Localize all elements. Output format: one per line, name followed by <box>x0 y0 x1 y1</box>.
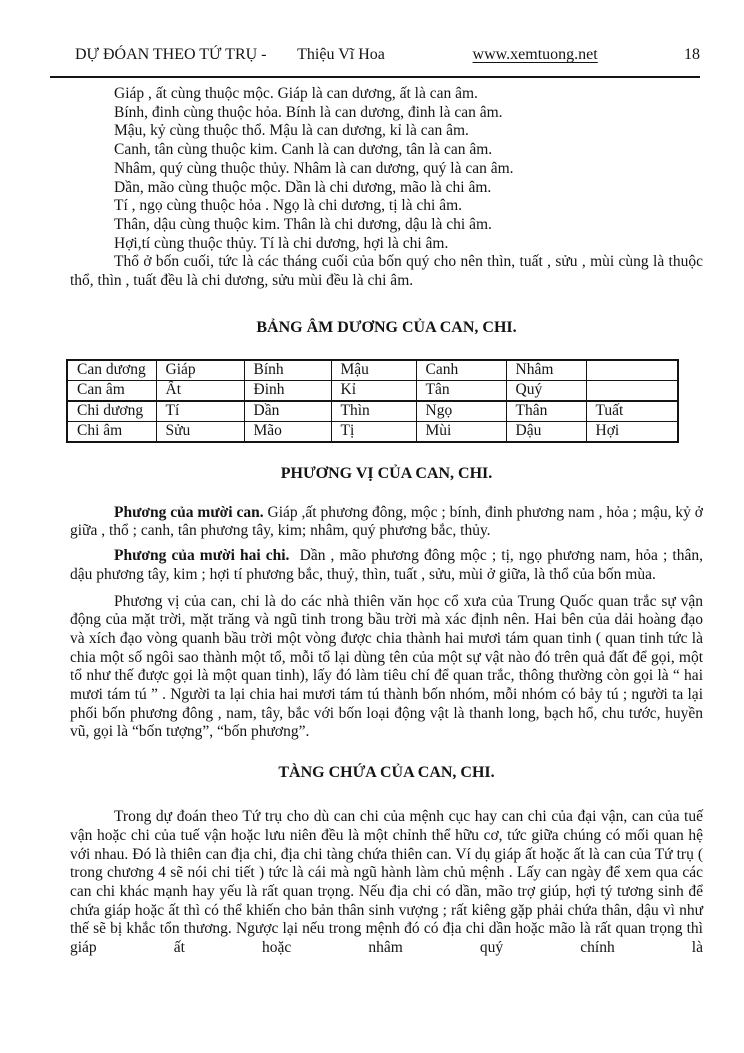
intro-line: Bính, đinh cùng thuộc hỏa. Bính là can dương, đinh là can âm. <box>114 103 503 121</box>
author-name: Thiệu Vĩ Hoa <box>297 46 385 63</box>
paragraph-phuong-muoi-hai-chi <box>70 547 703 584</box>
table-cell: Mậu <box>331 360 416 381</box>
table-cell: Mùi <box>416 421 506 442</box>
table-cell: Đinh <box>244 380 331 401</box>
table-cell: Tí <box>156 401 244 422</box>
book-title: DỰ ĐÓAN THEO TỨ TRỤ - <box>75 46 267 63</box>
table-cell: Tân <box>416 380 506 401</box>
table-cell: Quý <box>506 380 586 401</box>
table-row-label: Can âm <box>67 380 156 401</box>
paragraph-phuong-vi-origin: Phương vị của can, chi là do các nhà thiên văn học cổ xưa của Trung Quốc quan trắc sự vận động của mặt trời, mặt trăng và ngũ tinh trong bầu trời mà xác định nên. Hai bên của dải hoàng đạo và xích đạo vòng quanh bầu trời một vòng được chia thành hai mươi tám quan tinh ( quan tinh tức là chia một số ngôi sao thành một tổ, mỗi tổ lại dùng tên của một sự vật nào đó trên quả đất để gọi, một tổ như thế được gọi là một quan tinh), lấy đó làm tiêu chí để quan trắc, thông thường còn gọi là “ hai mươi tám tú ” . Người ta lại chia hai mươi tám tú thành bốn nhóm, mỗi nhóm có bảy tú ; người ta lại phối bốn phương đông , nam, tây, bắc với bốn loại động vật là thanh long, bạch hổ, chu tước, huyền vũ, gọi là “bốn tượng”, “bốn phương”. <box>70 592 703 741</box>
paragraph-tang-chua: Trong dự đoán theo Tứ trụ cho dù can chi của mệnh cục hay can chi của đại vận, can của tuế vận hoặc chi của tuế vận hoặc lưu niên đều là một chỉnh thể hữu cơ, tức giữa chúng có mối quan hệ với nhau. Đó là thiên can địa chi, địa chi tàng chứa thiên can. Ví dụ giáp ất hoặc ất là can của Tứ trụ ( trong chương 4 sẽ nói chi tiết ) tức là cái mà ngũ hành làm chủ mệnh . Lấy can ngày để xem qua các can chi khác mạnh hay yếu là rất quan trọng. Nếu địa chi có dần, mão trợ giúp, hợi tý tương sinh để chứa giáp hoặc ất thì có thể khiến cho bản thân sinh vượng ; rất kiêng gặp phải chứa thân, dậu vì như thế sẽ bị khắc tổn thương. Ngược lại nếu trong mệnh đó có địa chi dần hoặc mão là rất quan trọng thì giáp ất hoặc nhâm quý chính là <box>70 808 703 957</box>
table-cell: Sửu <box>156 421 244 442</box>
table-cell: Canh <box>416 360 506 381</box>
intro-line: Giáp , ất cùng thuộc mộc. Giáp là can dương, ất là can âm. <box>114 85 478 102</box>
intro-paragraph: Thổ ở bốn cuối, tức là các tháng cuối của bốn quý cho nên thìn, tuất , sửu , mùi cùng là thuộc thổ, thìn , tuất đều là chi dương, sửu mùi đều là chi âm. <box>70 253 703 290</box>
page-header <box>0 0 744 65</box>
paragraph-text: Dần , mão phương đông mộc ; tị, ngọ phương nam, hỏa ; thân, dậu phương tây, kim ; hợi tí phương bắc, thuỷ, thìn, tuất , sửu, mùi ở giữa, là thổ của bốn mùa. <box>70 547 703 583</box>
am-duong-table-wrap <box>66 359 703 443</box>
intro-line: Hợi,tí cùng thuộc thủy. Tí là chi dương, hợi là chi âm. <box>114 234 449 252</box>
table-cell: Ngọ <box>416 401 506 422</box>
intro-line: Nhâm, quý cùng thuộc thủy. Nhâm là can dương, quý là can âm. <box>114 159 514 177</box>
table-cell: Dần <box>244 401 331 422</box>
intro-line: Dần, mão cùng thuộc mộc. Dần là chi dương, mão là chi âm. <box>114 178 492 196</box>
intro-line: Tí , ngọ cùng thuộc hỏa . Ngọ là chi dương, tị là chi âm. <box>114 197 463 215</box>
table-cell: Tuất <box>586 401 678 422</box>
table-row-label: Chi dương <box>67 401 156 422</box>
intro-line: Thân, dậu cùng thuộc kim. Thân là chi dương, dậu là chi âm. <box>114 215 492 233</box>
table-cell: Thân <box>506 401 586 422</box>
paragraph-phuong-muoi-can <box>70 504 703 541</box>
table-row <box>67 380 678 401</box>
table-row-label: Can dương <box>67 360 156 381</box>
table-cell: Thìn <box>331 401 416 422</box>
paragraph-text: Giáp ,ất phương đông, mộc ; bính, đinh phương nam , hỏa ; mậu, kỷ ở giữa , thổ ; canh, tân phương tây, kim; nhâm, quý phương bắc, thủy. <box>70 503 703 540</box>
table-cell: Dậu <box>506 421 586 442</box>
table-cell: Kỉ <box>331 380 416 401</box>
table-row <box>67 401 678 422</box>
table-row <box>67 360 678 381</box>
intro-line: Canh, tân cùng thuộc kim. Canh là can dương, tân là can âm. <box>114 141 493 159</box>
table-row <box>67 421 678 442</box>
intro-block <box>70 85 703 291</box>
table-cell: Giáp <box>156 360 244 381</box>
page-content <box>70 85 703 958</box>
table-cell: Hợi <box>586 421 678 442</box>
table-cell <box>586 360 678 381</box>
header-rule <box>50 76 700 78</box>
am-duong-table <box>66 359 679 443</box>
table-cell: Nhâm <box>506 360 586 381</box>
intro-line: Mậu, kỷ cùng thuộc thổ. Mậu là can dương, kỉ là can âm. <box>114 122 469 140</box>
table-cell: Mão <box>244 421 331 442</box>
website-link[interactable]: www.xemtuong.net <box>472 46 598 63</box>
section-heading-phuong-vi: PHƯƠNG VỊ CỦA CAN, CHI. <box>280 464 493 482</box>
paragraph-lead: Phương của mười hai chi. <box>114 547 290 565</box>
table-cell <box>586 380 678 401</box>
section-heading-tang-chua: TÀNG CHỨA CỦA CAN, CHI. <box>278 764 495 782</box>
page-number: 18 <box>683 46 700 63</box>
table-cell: Bính <box>244 360 331 381</box>
table-cell: Ất <box>156 380 244 401</box>
table-row-label: Chi âm <box>67 421 156 442</box>
paragraph-lead: Phương của mười can. <box>114 503 264 521</box>
section-heading-am-duong: BẢNG ÂM DƯƠNG CỦA CAN, CHI. <box>256 318 517 336</box>
table-cell: Tị <box>331 421 416 442</box>
